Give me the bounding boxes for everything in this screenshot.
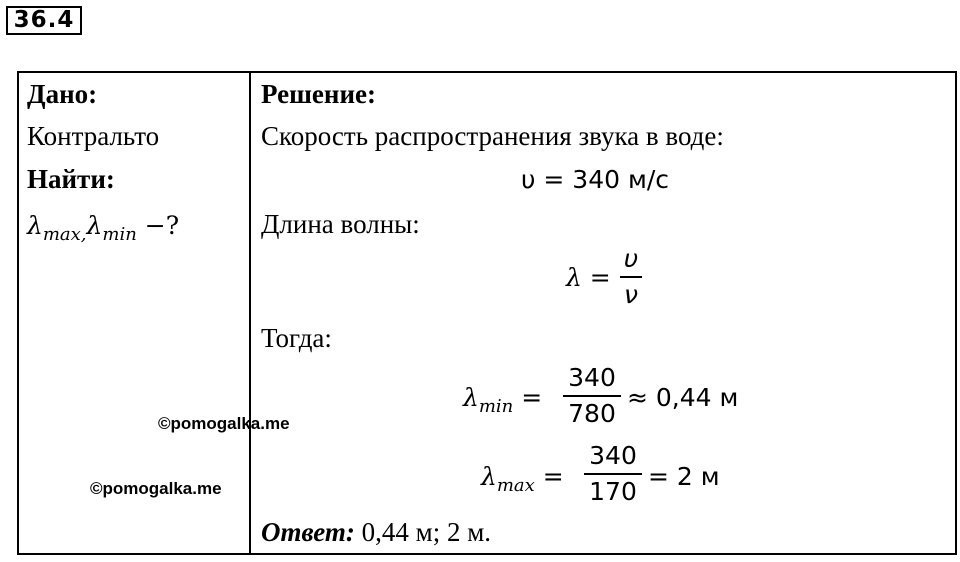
- problem-number: 36.4: [6, 6, 82, 35]
- fraction-denominator: 170: [589, 477, 637, 506]
- then-text: Тогда:: [261, 323, 332, 353]
- lambda-max-symbol: λ: [481, 462, 497, 491]
- column-divider: [249, 71, 251, 555]
- watermark: ©pomogalka.me: [90, 479, 222, 498]
- find-question: −?: [136, 211, 180, 240]
- fraction-bar: [584, 473, 642, 475]
- watermark: ©pomogalka.me: [158, 414, 290, 433]
- lambda-min-lhs: [463, 383, 542, 422]
- wavelength-lhs: λ =: [566, 263, 611, 292]
- lambda-min-subscript: min: [478, 396, 514, 417]
- lambda-min-equals: =: [513, 383, 543, 412]
- lambda-max-subscript: max: [496, 475, 535, 496]
- speed-text: Скорость распространения звука в воде:: [261, 121, 724, 151]
- fraction-numerator: 340: [589, 441, 637, 470]
- lambda-max-subscript: max,: [42, 224, 87, 245]
- lambda-min-subscript: min: [102, 224, 137, 245]
- find-heading: Найти:: [27, 164, 115, 194]
- wavelength-fraction: [620, 244, 642, 310]
- given-value: Контральто: [27, 121, 160, 151]
- fraction-denominator: ν: [624, 280, 638, 309]
- lambda-max-equals: =: [534, 462, 564, 491]
- lambda-max-symbol: λ: [27, 211, 43, 240]
- lambda-max-fraction: [584, 441, 642, 507]
- lambda-min-result: ≈ 0,44 м: [627, 383, 739, 412]
- fraction-numerator: 340: [568, 363, 616, 392]
- lambda-min-symbol: λ: [86, 211, 103, 240]
- answer-value: 0,44 м; 2 м.: [354, 517, 492, 547]
- lambda-max-lhs: [481, 462, 564, 501]
- fraction-bar: [620, 276, 642, 278]
- given-heading: Дано:: [27, 79, 98, 109]
- speed-formula: υ = 340 м/с: [521, 165, 669, 194]
- fraction-numerator: υ: [623, 244, 639, 273]
- fraction-bar: [563, 395, 621, 397]
- answer-line: [261, 516, 491, 548]
- lambda-max-result: = 2 м: [648, 462, 720, 491]
- answer-label: Ответ:: [261, 517, 355, 547]
- find-expression: [27, 211, 179, 250]
- fraction-denominator: 780: [568, 399, 616, 428]
- lambda-min-fraction: [563, 363, 621, 429]
- lambda-min-symbol: λ: [463, 383, 479, 412]
- wavelength-text: Длина волны:: [261, 209, 420, 239]
- solution-heading: Решение:: [261, 79, 376, 109]
